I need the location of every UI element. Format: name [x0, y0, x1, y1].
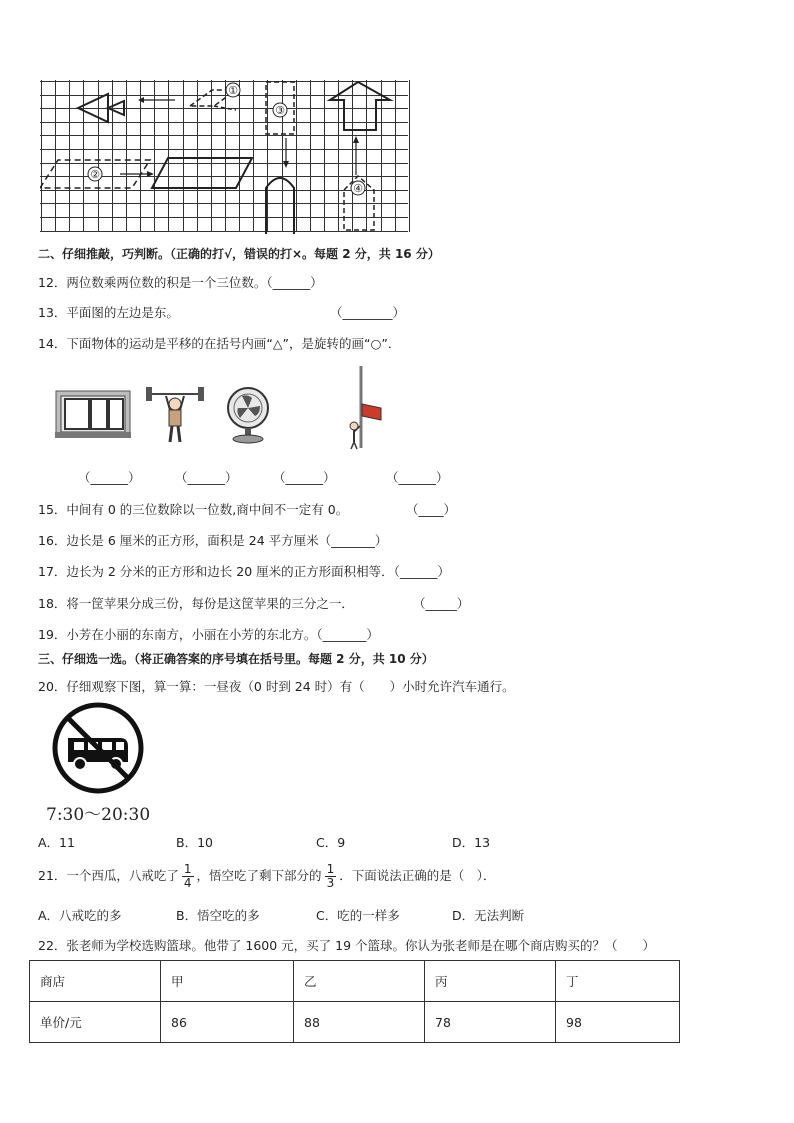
basketball-price-table: [29, 960, 680, 1043]
table-row: [30, 1002, 680, 1043]
question-21: [38, 858, 495, 894]
label-3: ③: [275, 104, 285, 117]
table-cell: 单价/元: [30, 1002, 161, 1043]
no-vehicle-sign: [50, 700, 146, 796]
table-cell: 丁: [556, 961, 680, 1002]
table-cell: 丙: [425, 961, 556, 1002]
q21-option-d: D．无法判断: [452, 908, 525, 923]
weightlifter-image: [144, 384, 206, 446]
section2-heading: 二、仔细推敲，巧判断。（正确的打√，错误的打×。每题 2 分，共 16 分）: [38, 247, 440, 261]
flag-raising-image: [345, 364, 385, 450]
question-22: 22．张老师为学校选购篮球。他带了 1600 元，买了 19 个篮球。你认为张老师是在哪个商店购买的？（ ）: [38, 938, 656, 953]
question-15: 15．中间有 0 的三位数除以一位数,商中间不一定有 0。: [38, 502, 349, 517]
q20-option-b: B．10: [176, 835, 213, 850]
sign-time-range: 7:30～20:30: [46, 805, 151, 825]
arch-shape: [266, 178, 294, 234]
q14-blank-3[interactable]: （______）: [273, 470, 336, 485]
q14-blank-2[interactable]: （______）: [175, 470, 238, 485]
window-sliding-image: [55, 390, 131, 438]
q21-option-a: A．八戒吃的多: [38, 908, 122, 923]
section3-heading: 三、仔细选一选。（将正确答案的序号填在括号里。每题 2 分，共 10 分）: [38, 652, 434, 666]
question-16: 16．边长是 6 厘米的正方形，面积是 24 平方厘米（_______）: [38, 533, 388, 548]
electric-fan-image: [225, 386, 271, 444]
label-2: ②: [90, 168, 100, 181]
table-cell: 86: [161, 1002, 294, 1043]
q21-text-end: ．下面说法正确的是（ ）．: [339, 868, 496, 883]
solid-parallelogram: [152, 158, 252, 188]
question-13-blank[interactable]: （________）: [330, 305, 406, 320]
q14-blank-4[interactable]: （______）: [386, 470, 449, 485]
question-13: 13．平面图的左边是东。: [38, 305, 179, 320]
fraction-one-fourth: $\frac{1}{4}$: [183, 862, 192, 890]
question-19: 19．小芳在小丽的东南方，小丽在小芳的东北方。（_______）: [38, 627, 379, 642]
q21-text-mid: ，悟空吃了剩下部分的: [196, 868, 322, 883]
table-row: [30, 961, 680, 1002]
q20-option-d: D．13: [452, 835, 491, 850]
q20-option-c: C．9: [316, 835, 346, 850]
question-15-blank[interactable]: （____）: [406, 502, 457, 517]
question-14: 14．下面物体的运动是平移的在括号内画“△”，是旋转的画“○”．: [38, 336, 401, 351]
q14-blank-1[interactable]: （______）: [78, 470, 141, 485]
table-cell: 乙: [294, 961, 425, 1002]
question-18: 18．将一筐苹果分成三份，每份是这筐苹果的三分之一．: [38, 596, 354, 611]
table-cell: 商店: [30, 961, 161, 1002]
q21-option-b: B．悟空吃的多: [176, 908, 260, 923]
question-17: 17．边长为 2 分米的正方形和边长 20 厘米的正方形面积相等．（______）: [38, 564, 450, 579]
q21-option-c: C．吃的一样多: [316, 908, 400, 923]
question-18-blank[interactable]: （_____）: [413, 596, 470, 611]
q20-option-a: A．11: [38, 835, 75, 850]
q21-text-start: 21．一个西瓜，八戒吃了: [38, 868, 179, 883]
fraction-one-third: $\frac{1}{3}$: [326, 862, 335, 890]
question-20: 20．仔细观察下图，算一算：一昼夜（0 时到 24 时）有（ ）小时允许汽车通行。: [38, 679, 515, 694]
label-4: ④: [353, 182, 363, 195]
table-cell: 88: [294, 1002, 425, 1043]
table-cell: 78: [425, 1002, 556, 1043]
question-12: 12．两位数乘两位数的积是一个三位数。（______）: [38, 275, 323, 290]
table-cell: 甲: [161, 961, 294, 1002]
translation-grid-figure: [40, 80, 412, 234]
label-1: ①: [228, 84, 238, 97]
table-cell: 98: [556, 1002, 680, 1043]
